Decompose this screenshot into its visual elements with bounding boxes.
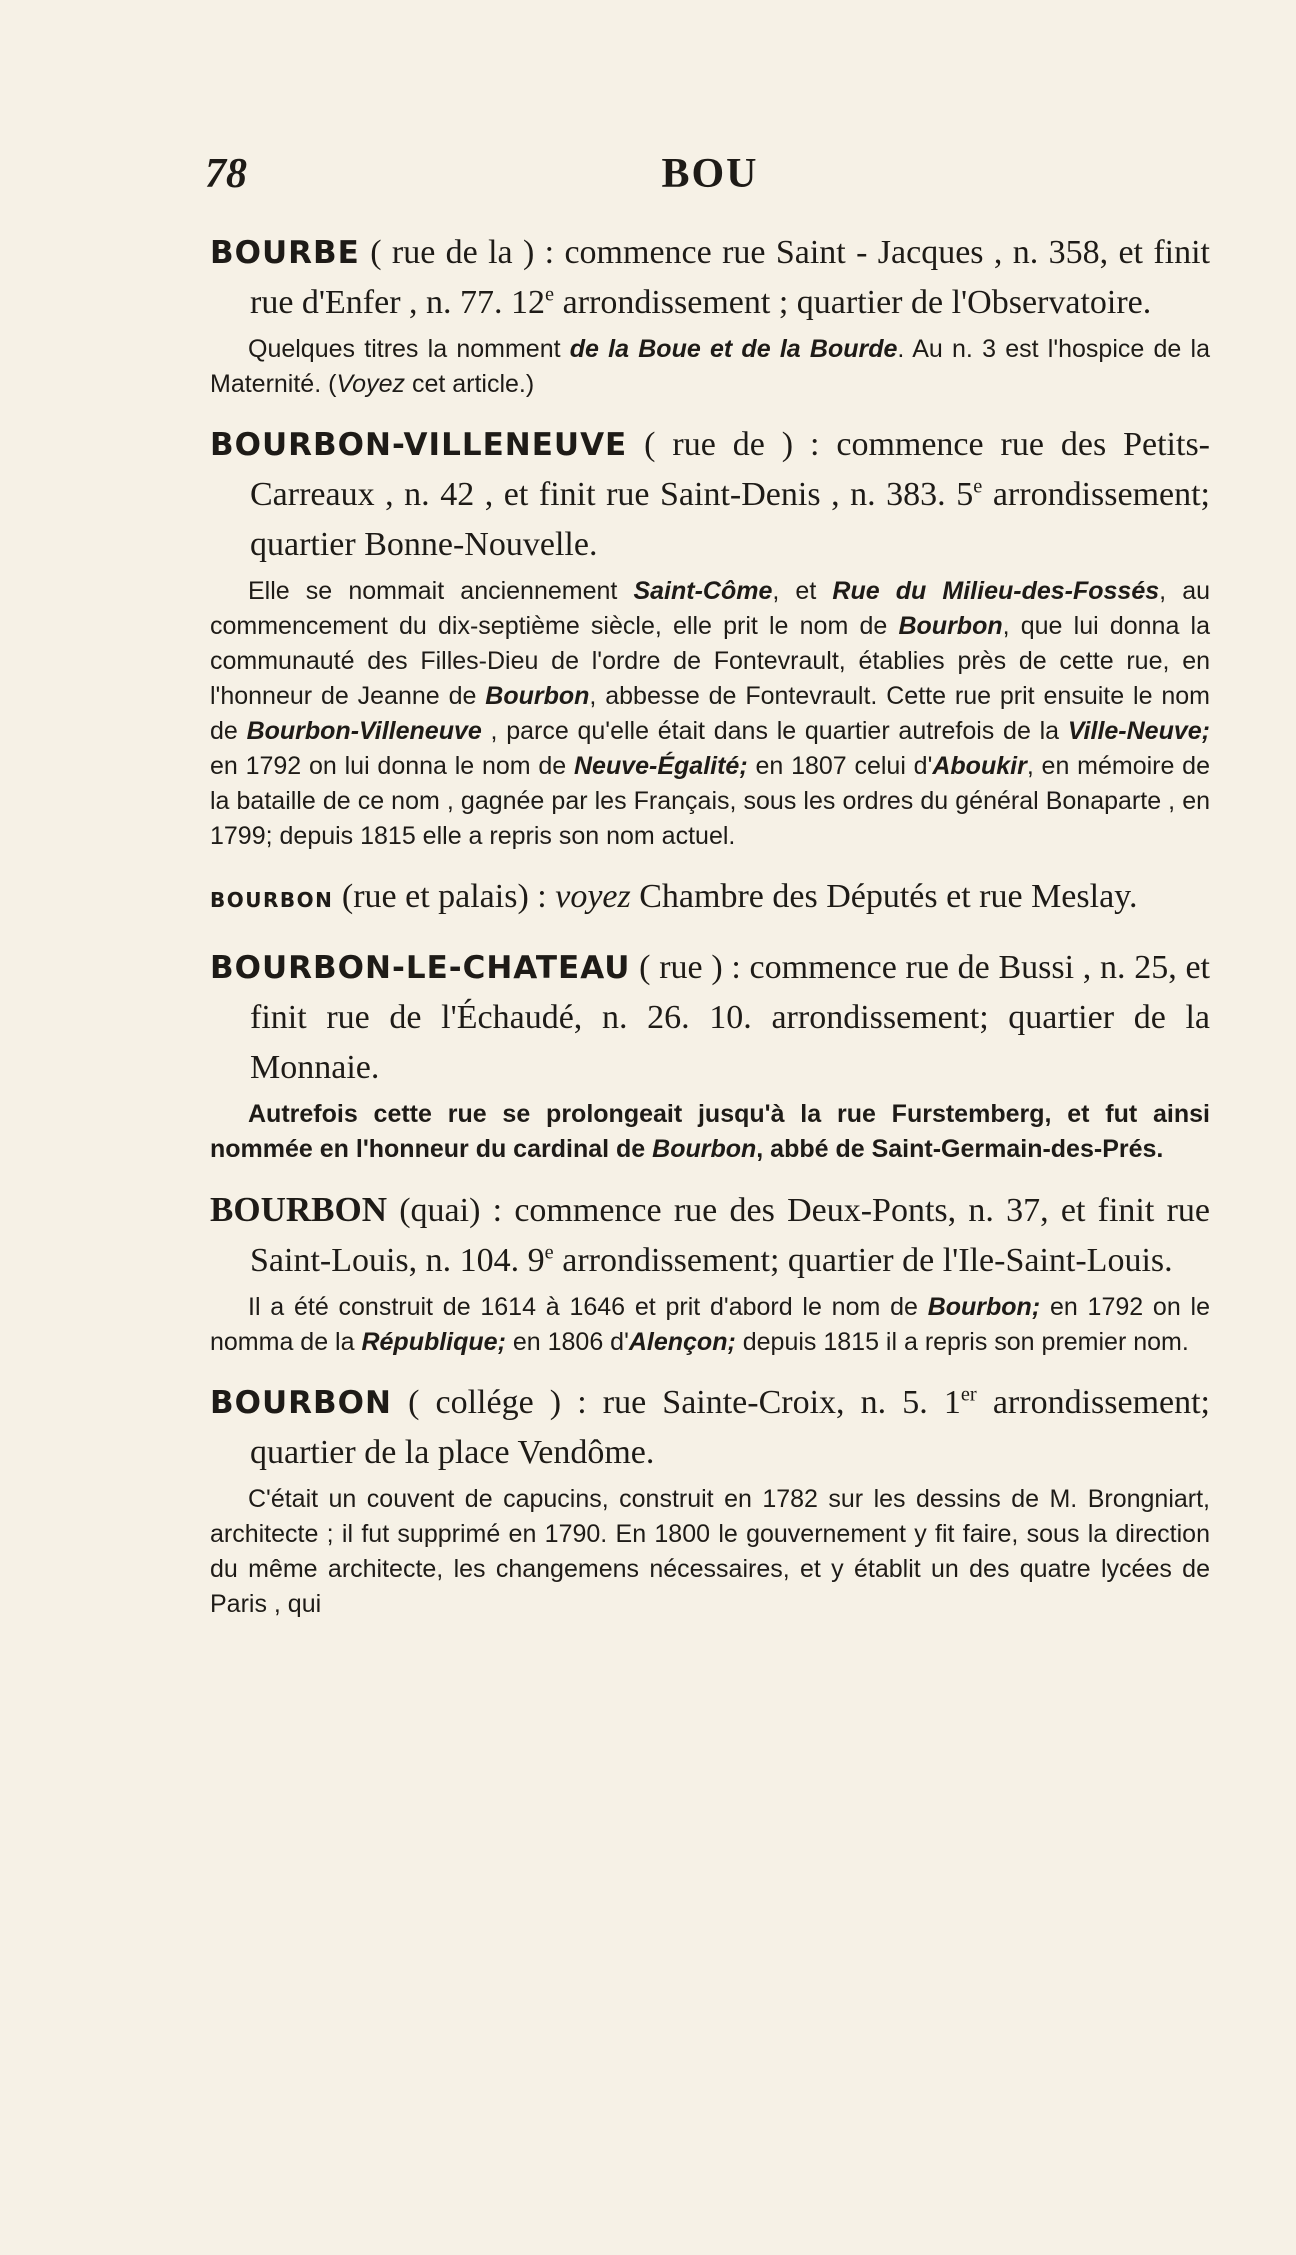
entry-body [210,872,1210,925]
running-head: BOU [661,151,759,197]
note-text: , parce qu'elle était dans le quartier autrefois de la [481,717,1068,745]
note-italic: de la Boue et de la Bourde [569,335,898,363]
entry-text-continued: arrondissement ; quartier de l'Observatoire. [554,284,1152,321]
note-text: Autrefois cette rue se prolongeait jusqu'à la rue Furstemberg, et fut ainsi nommée en l'honneur du cardinal de [210,1100,1210,1163]
note-text: , abbesse de Fontevrault. Cette rue prit ensuite le nom de [210,682,1210,745]
page-number: 78 [205,151,247,197]
entry-body [210,228,1210,328]
note-italic: Rue du Milieu-des-Fossés [832,577,1160,605]
note-text: Quelques titres la nomment [248,335,570,363]
note-text: cet article.) [405,370,535,398]
note-text: Elle se nommait anciennement [248,577,634,605]
entry-note [210,1482,1210,1622]
entry-headword: BOURBON [210,1385,392,1421]
entry-bourbon-villeneuve [210,420,1210,854]
note-text: en 1806 d' [505,1328,629,1356]
entry-text-continued: arrondissement; quartier Bonne-Nouvelle. [250,476,1211,563]
note-text: Il a été construit de 1614 à 1646 et prit d'abord le nom de [248,1293,928,1321]
entry-note [210,1097,1210,1167]
entry-headword: BOURBON [210,1190,387,1229]
superscript: e [973,475,983,498]
entry-bourbon-rue-palais [210,872,1210,925]
entry-body [210,943,1210,1093]
note-text: en 1792 on le nomma de la [210,1293,1210,1356]
note-text: , en mémoire de la bataille de ce nom , gagnée par les Français, sous les ordres du général Bonaparte , en 1799; depuis 1815 elle a repris son nom actuel. [210,752,1210,850]
note-text: depuis 1815 il a repris son premier nom. [735,1328,1189,1356]
entry-bourbon-le-chateau [210,943,1210,1167]
entry-text-continued: Chambre des Députés et rue Meslay. [630,878,1138,915]
entry-text: (rue et palais) : [333,878,556,915]
note-text: . Au n. 3 est l'hospice de la Maternité. ( [210,335,1210,398]
note-italic: Bourbon-Villeneuve [246,717,482,745]
entry-headword: BOURBON-VILLENEUVE [210,427,628,463]
entry-text: ( collége ) : rue Sainte-Croix, n. 5. 1 [391,1384,961,1421]
note-italic: Saint-Côme [633,577,773,605]
note-italic: Ville-Neuve; [1067,717,1210,745]
superscript: er [960,1383,977,1406]
note-italic: Bourbon; [927,1293,1041,1321]
entry-bourbon-quai [210,1185,1210,1360]
note-italic: Neuve-Égalité; [574,752,748,780]
entry-text: ( rue ) : commence rue de Bussi , n. 25, et finit rue de l'Échaudé, n. 26. 10. arrondissement; quartier de la Monnaie. [250,949,1210,1086]
note-text: , au commencement du dix-septième siècle, elle prit le nom de [210,577,1211,640]
note-italic: Voyez [336,370,405,398]
note-italic: Bourbon [652,1135,757,1163]
entry-note [210,574,1210,854]
entry-bourbon-college [210,1378,1210,1622]
note-text: C'était un couvent de capucins, construit en 1782 sur les dessins de M. Brongniart, architecte ; il fut supprimé en 1790. En 1800 le gouvernement y fit faire, sous la direction du même architecte, les changemens nécessaires, et y établit un des quatre lycées de Paris , qui [210,1485,1210,1618]
page-content [210,228,1210,1640]
entry-text: (quai) : commence rue des Deux-Ponts, n. 37, et finit rue Saint-Louis, n. 104. 9 [250,1192,1210,1279]
entry-body [210,1378,1210,1478]
entry-headword: BOURBON-LE-CHATEAU [210,950,631,986]
entry-body [210,1185,1210,1286]
note-italic: Bourbon [485,682,590,710]
note-text: en 1807 celui d' [747,752,933,780]
entry-text-continued: arrondissement; quartier de l'Ile-Saint-Louis. [553,1242,1173,1279]
entry-note [210,332,1210,402]
note-italic: Alençon; [628,1328,736,1356]
superscript: e [545,283,555,306]
entry-note [210,1290,1210,1360]
page-header [205,150,1215,200]
entry-headword: BOURBE [210,235,360,271]
entry-headword: BOURBON [210,888,334,912]
note-text: , et [772,577,833,605]
note-text: , abbé de Saint-Germain-des-Prés. [756,1135,1164,1163]
note-italic: Bourbon [898,612,1003,640]
note-italic: Aboukir [932,752,1027,780]
note-text: en 1792 on lui donna le nom de [210,752,574,780]
superscript: e [544,1241,554,1264]
note-text: , que lui donna la communauté des Filles-Dieu de l'ordre de Fontevrault, établies près de cette rue, en l'honneur de Jeanne de [210,612,1211,710]
entry-bourbe [210,228,1210,402]
entry-body [210,420,1210,570]
entry-text: ( rue de la ) : commence rue Saint - Jacques , n. 358, et finit rue d'Enfer , n. 77. 12 [250,234,1210,321]
entry-text-continued: arrondissement; quartier de la place Vendôme. [250,1384,1210,1471]
entry-text: ( rue de ) : commence rue des Petits-Carreaux , n. 42 , et finit rue Saint-Denis , n. 383. 5 [250,426,1210,513]
entry-italic: voyez [555,878,631,915]
note-italic: République; [361,1328,506,1356]
